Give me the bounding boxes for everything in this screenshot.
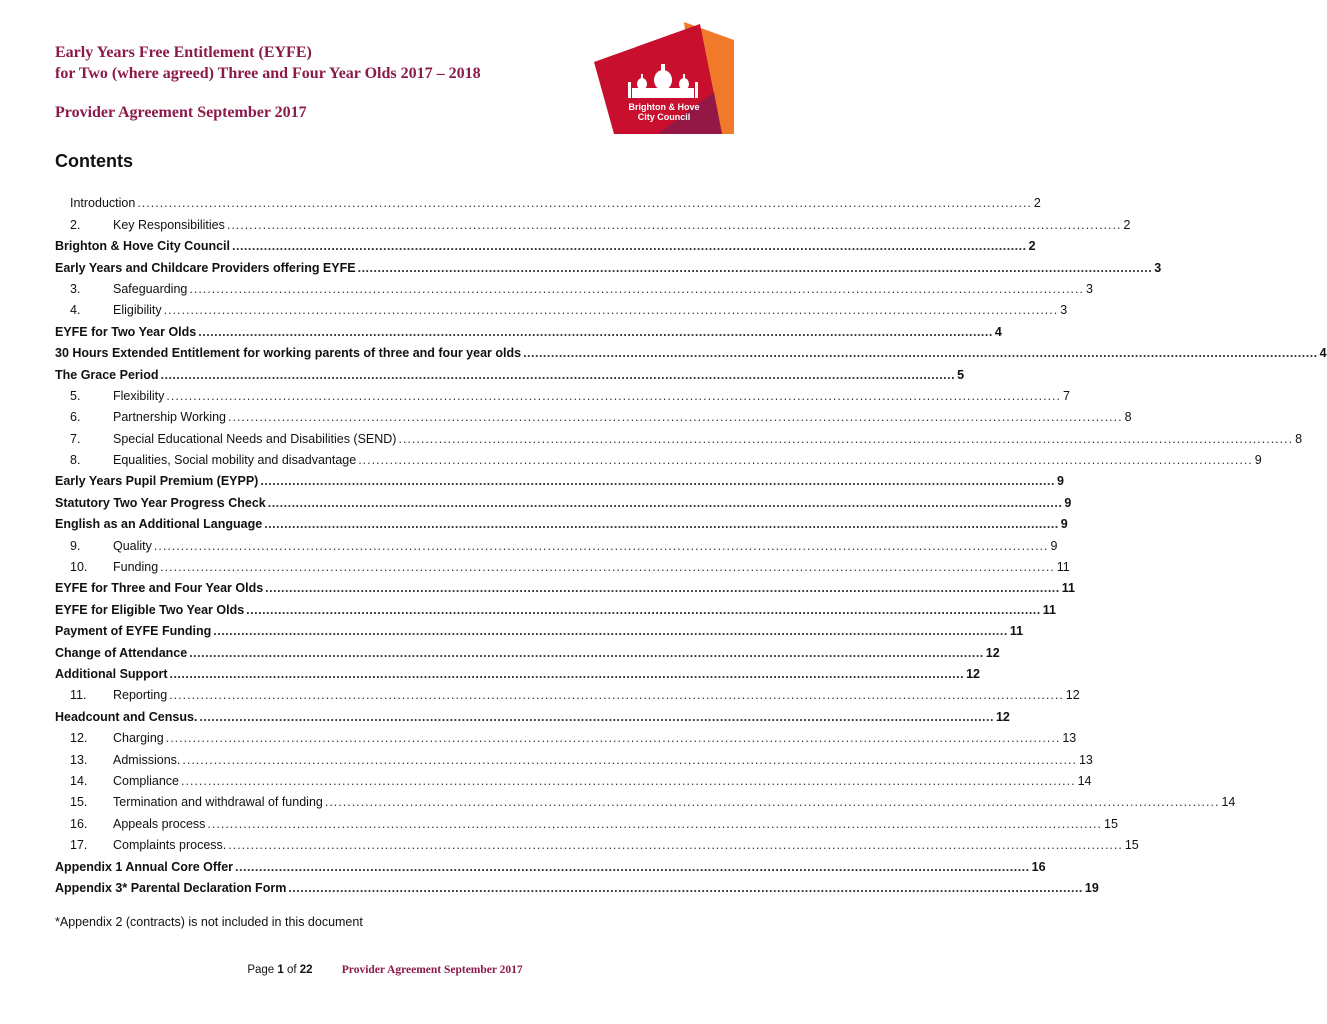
toc-dot-leader: ........................................................................................................................................................................................................ (160, 560, 1055, 575)
toc-entry[interactable] (55, 210, 1131, 232)
toc-entry-page: 4 (994, 324, 1002, 339)
toc-dot-leader: ........................................................................................................................................................................................................ (267, 495, 1063, 510)
toc-entry-title: Appendix 1 Annual Core Offer (55, 859, 234, 874)
toc-entry-page: 9 (1060, 517, 1068, 532)
toc-dot-leader: ........................................................................................................................................................................................................ (198, 324, 993, 339)
toc-entry[interactable] (55, 339, 1327, 361)
toc-entry-title: Equalities, Social mobility and disadvantage (113, 453, 357, 468)
toc-entry[interactable] (55, 574, 1075, 596)
toc-entry[interactable] (55, 446, 1262, 468)
toc-entry[interactable] (55, 253, 1162, 275)
toc-entry-title: Change of Attendance (55, 645, 188, 660)
toc-entry-number: 5. (70, 388, 81, 403)
toc-entry-page: 2 (1123, 217, 1131, 232)
toc-entry-title: Payment of EYFE Funding (55, 624, 212, 639)
toc-dot-leader: ........................................................................................................................................................................................................ (137, 196, 1032, 211)
toc-entry-page: 2 (1028, 239, 1036, 254)
toc-entry-title: Introduction (70, 196, 136, 211)
toc-entry-title: Eligibility (113, 303, 162, 318)
toc-entry-page: 7 (1063, 388, 1070, 403)
toc-entry[interactable] (55, 531, 1058, 553)
page-total: 22 (299, 964, 313, 976)
toc-entry-number: 11. (70, 688, 87, 703)
toc-entry-page: 11 (1009, 624, 1024, 639)
toc-entry-number: 2. (70, 217, 81, 232)
toc-dot-leader: ........................................................................................................................................................................................................ (232, 239, 1027, 254)
toc-entry-title: Headcount and Census. (55, 709, 198, 724)
toc-dot-leader: ........................................................................................................................................................................................................ (153, 538, 1049, 553)
toc-entry[interactable] (55, 595, 1056, 617)
toc-dot-leader: ........................................................................................................................................................................................................ (160, 367, 956, 382)
toc-entry[interactable] (55, 702, 1010, 724)
toc-entry-page: 13 (1062, 731, 1077, 746)
toc-entry-title: Complaints process. (113, 838, 227, 853)
toc-entry-title: EYFE for Eligible Two Year Olds (55, 602, 245, 617)
toc-entry[interactable] (55, 852, 1046, 874)
toc-entry-title: Brighton & Hove City Council (55, 239, 230, 254)
toc-dot-leader: ........................................................................................................................................................................................................ (207, 816, 1103, 831)
toc-entry[interactable] (55, 467, 1064, 489)
toc-entry-title: Flexibility (113, 388, 165, 403)
toc-entry-title: 30 Hours Extended Entitlement for working parents of three and four year olds (55, 346, 522, 361)
toc-entry-number: 9. (70, 538, 81, 553)
toc-entry[interactable] (55, 831, 1139, 853)
toc-entry-page: 3 (1060, 303, 1068, 318)
toc-entry-page: 9 (1056, 474, 1064, 489)
toc-entry-page: 3 (1154, 260, 1162, 275)
toc-entry-page: 15 (1104, 816, 1118, 831)
toc-entry-title: Charging (113, 731, 164, 746)
toc-entry-title: Partnership Working (113, 410, 227, 425)
toc-entry[interactable] (55, 660, 980, 681)
toc-entry-title: EYFE for Three and Four Year Olds (55, 581, 264, 596)
toc-entry-number: 7. (70, 431, 81, 446)
toc-entry-page: 3 (1085, 281, 1093, 296)
toc-dot-leader: ........................................................................................................................................................................................................ (260, 474, 1055, 489)
toc-entry-page: 14 (1221, 795, 1236, 810)
toc-entry-title: Additional Support (55, 666, 168, 681)
toc-entry-number: 6. (70, 410, 81, 425)
toc-dot-leader: ........................................................................................................................................................................................................ (189, 645, 984, 660)
toc-entry[interactable] (55, 681, 1080, 703)
toc-dot-leader: ........................................................................................................................................................................................................ (165, 731, 1061, 746)
title-line-2: for Two (where agreed) Three and Four Year Olds 2017 – 2018 (55, 65, 481, 82)
toc-entry-title: Admissions. (113, 752, 181, 767)
toc-entry[interactable] (55, 788, 1236, 810)
toc-dot-leader: ........................................................................................................................................................................................................ (226, 217, 1122, 232)
toc-dot-leader: ........................................................................................................................................................................................................ (523, 346, 1318, 361)
page-footer (0, 964, 770, 976)
of-word: of (286, 964, 297, 976)
toc-entry[interactable] (55, 809, 1118, 831)
toc-entry-title: Termination and withdrawal of funding (113, 795, 323, 810)
toc-entry-page: 12 (966, 666, 980, 681)
toc-entry-title: Compliance (113, 773, 180, 788)
toc-entry-number: 10. (70, 560, 88, 575)
toc-entry[interactable] (55, 296, 1068, 318)
contents-heading: Contents (55, 151, 133, 171)
toc-entry[interactable] (55, 382, 1070, 403)
toc-dot-leader: ........................................................................................................................................................................................................ (265, 581, 1060, 596)
toc-entry-title: EYFE for Two Year Olds (55, 324, 197, 339)
toc-entry-page: 16 (1031, 859, 1046, 874)
toc-dot-leader: ........................................................................................................................................................................................................ (182, 752, 1077, 767)
toc-dot-leader: ........................................................................................................................................................................................................ (163, 303, 1059, 318)
toc-entry-page: 9 (1050, 538, 1058, 553)
toc-entry-page: 4 (1319, 346, 1327, 361)
toc-dot-leader: ........................................................................................................................................................................................................ (199, 709, 994, 724)
toc-entry-page: 12 (985, 645, 1000, 660)
toc-dot-leader: ........................................................................................................................................................................................................ (228, 410, 1123, 425)
toc-entry[interactable] (55, 275, 1093, 296)
toc-entry[interactable] (55, 360, 965, 382)
logo-text (616, 102, 712, 122)
footer-document-name: Provider Agreement September 2017 (341, 964, 523, 976)
toc-entry-number: 15. (70, 795, 88, 810)
toc-entry-page: 19 (1084, 880, 1099, 895)
toc-entry[interactable] (55, 617, 1024, 639)
footnote: *Appendix 2 (contracts) is not included in this document (55, 915, 363, 929)
toc-entry-title: Appendix 3* Parental Declaration Form (55, 880, 287, 895)
toc-entry[interactable] (55, 510, 1068, 532)
toc-entry-page: 12 (995, 709, 1010, 724)
toc-entry[interactable] (55, 403, 1132, 425)
toc-entry[interactable] (55, 745, 1093, 767)
toc-entry-number: 16. (70, 816, 88, 831)
toc-entry-page: 8 (1124, 410, 1132, 425)
toc-entry[interactable] (55, 553, 1070, 575)
toc-entry-number: 3. (70, 281, 81, 296)
toc-dot-leader: ........................................................................................................................................................................................................ (189, 281, 1084, 296)
toc-dot-leader: ........................................................................................................................................................................................................ (169, 666, 965, 681)
page-number (247, 964, 312, 976)
toc-entry-page: 12 (1065, 688, 1080, 703)
toc-entry-number: 17. (70, 838, 88, 853)
toc-entry-number: 14. (70, 773, 88, 788)
toc-entry-title: Special Educational Needs and Disabilities (SEND) (113, 431, 397, 446)
toc-entry-page: 9 (1254, 453, 1262, 468)
logo-line-1: Brighton & Hove (628, 102, 700, 112)
toc-entry[interactable] (55, 424, 1303, 446)
toc-entry-number: 8. (70, 453, 81, 468)
toc-dot-leader: ........................................................................................................................................................................................................ (398, 431, 1294, 446)
toc-entry-title: Early Years and Childcare Providers offering EYFE (55, 260, 356, 275)
toc-entry[interactable] (55, 724, 1077, 746)
document-title (55, 42, 481, 84)
toc-entry-page: 8 (1295, 431, 1303, 446)
toc-entry[interactable] (55, 638, 1000, 660)
toc-entry[interactable] (55, 317, 1002, 339)
toc-entry-page: 11 (1061, 581, 1075, 596)
toc-entry-title: Key Responsibilities (113, 217, 225, 232)
toc-dot-leader: ........................................................................................................................................................................................................ (181, 773, 1076, 788)
toc-entry-title: English as an Additional Language (55, 517, 263, 532)
toc-dot-leader: ........................................................................................................................................................................................................ (166, 388, 1061, 403)
document-subtitle: Provider Agreement September 2017 (55, 104, 307, 121)
toc-entry-page: 11 (1042, 602, 1056, 617)
page-current: 1 (277, 964, 284, 976)
toc-dot-leader: ........................................................................................................................................................................................................ (235, 859, 1030, 874)
toc-dot-leader: ........................................................................................................................................................................................................ (228, 838, 1123, 853)
toc-dot-leader: ........................................................................................................................................................................................................ (213, 624, 1008, 639)
toc-dot-leader: ........................................................................................................................................................................................................ (357, 260, 1153, 275)
toc-dot-leader: ........................................................................................................................................................................................................ (264, 517, 1059, 532)
toc-entry-page: 11 (1056, 560, 1070, 575)
toc-entry-title: Appeals process (113, 816, 206, 831)
toc-entry-page: 2 (1033, 196, 1041, 211)
toc-dot-leader: ........................................................................................................................................................................................................ (324, 795, 1220, 810)
toc-dot-leader: ........................................................................................................................................................................................................ (169, 688, 1064, 703)
toc-entry-page: 14 (1077, 773, 1092, 788)
toc-entry-title: Safeguarding (113, 281, 188, 296)
toc-entry-page: 15 (1124, 838, 1139, 853)
toc-entry[interactable] (55, 767, 1092, 788)
table-of-contents (55, 189, 1327, 895)
toc-entry-page: 5 (957, 367, 965, 382)
toc-dot-leader: ........................................................................................................................................................................................................ (358, 453, 1253, 468)
toc-entry-number: 13. (70, 752, 88, 767)
toc-entry-title: The Grace Period (55, 367, 159, 382)
page-word: Page (247, 964, 275, 976)
toc-entry-title: Quality (113, 538, 152, 553)
logo-line-2: City Council (637, 112, 691, 122)
toc-entry-title: Early Years Pupil Premium (EYPP) (55, 474, 259, 489)
toc-entry-page: 9 (1064, 495, 1072, 510)
toc-dot-leader: ........................................................................................................................................................................................................ (288, 880, 1083, 895)
toc-entry-title: Statutory Two Year Progress Check (55, 495, 266, 510)
toc-entry[interactable] (55, 874, 1099, 895)
council-logo (588, 22, 734, 134)
toc-entry-title: Reporting (113, 688, 168, 703)
toc-entry[interactable] (55, 189, 1041, 211)
toc-entry[interactable] (55, 488, 1072, 510)
toc-entry[interactable] (55, 232, 1036, 254)
toc-entry-number: 12. (70, 731, 88, 746)
toc-dot-leader: ........................................................................................................................................................................................................ (246, 602, 1041, 617)
toc-entry-page: 13 (1078, 752, 1093, 767)
toc-entry-title: Funding (113, 560, 159, 575)
toc-entry-number: 4. (70, 303, 81, 318)
title-line-1: Early Years Free Entitlement (EYFE) (55, 44, 312, 61)
